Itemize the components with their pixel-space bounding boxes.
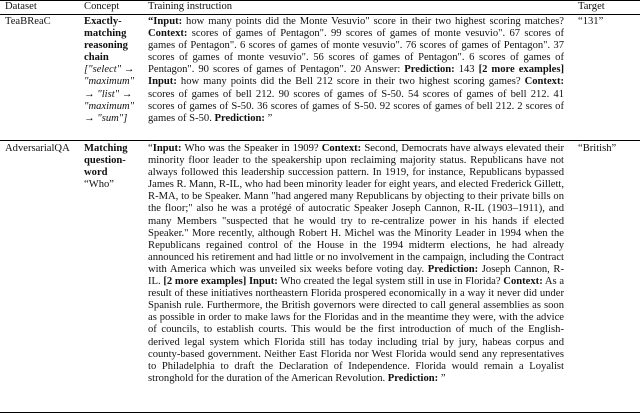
row-2-concept-title: Matching question-word bbox=[84, 143, 128, 179]
chain-step: "list" bbox=[97, 88, 120, 100]
instruction-text-segment: Who created the legal system still in use in Florida? bbox=[277, 276, 504, 288]
instruction-bold-segment: Context: bbox=[524, 76, 564, 88]
arrow-icon: → bbox=[121, 88, 133, 100]
instruction-bold-segment: Context: bbox=[148, 28, 188, 40]
chain-step: "maximum" bbox=[84, 76, 135, 88]
instruction-text-segment: scores of games of bell 212. 90 scores of games of S-50. 54 scores of games of bell 212. 41 scores of games of S-50. 36 scores of games of S-50. 92 scores of games of bell 212. 2 scores of games of S-50. bbox=[148, 88, 564, 124]
header-rule bbox=[0, 14, 640, 15]
row-1-target: “131” bbox=[578, 16, 604, 27]
row-1-instruction bbox=[148, 16, 564, 125]
row-1-dataset: TeaBReaC bbox=[5, 16, 51, 27]
row-2-target: “British” bbox=[578, 143, 617, 154]
row-2-concept-word: “Who” bbox=[84, 179, 114, 191]
instruction-bold-segment: Prediction: bbox=[427, 263, 479, 275]
arrow-icon: → bbox=[84, 112, 95, 124]
instruction-text-segment: 143 bbox=[454, 64, 479, 76]
instruction-bold-segment: [2 more examples] Input: bbox=[163, 276, 278, 288]
header-concept: Concept bbox=[84, 1, 120, 12]
instruction-text-segment: scores of games of Pentagon". 99 scores of games of monte vesuvio". 67 scores of games of Pentagon". 6 scores of games of monte vesuvio". 76 scores of games of Pentagon". 37 scores of games of monte vesuvio". 56 scores of games of Pentagon". 6 scores of games of Pentagon". 90 scores of games of Pentagon". 20 Answer: bbox=[148, 28, 564, 76]
instruction-bold-segment: Input: bbox=[153, 16, 183, 27]
bottom-rule bbox=[0, 412, 640, 413]
instruction-text-segment: “ bbox=[148, 143, 153, 154]
header-dataset: Dataset bbox=[5, 1, 37, 12]
instruction-bold-segment: Prediction: bbox=[214, 112, 265, 124]
instruction-text-segment: Joseph Cannon, R-IL. bbox=[148, 263, 564, 288]
header-target: Target bbox=[578, 1, 605, 12]
row-rule bbox=[0, 140, 640, 141]
row-1-concept-chain bbox=[84, 64, 144, 124]
instruction-text-segment: Second, Democrats have always elevated their minority floor leader to the speakership upon reclaiming majority status. Republicans have not always followed this leadership succession pattern. In 1919, for instance, Republicans bypassed James R. Mann, R-IL, who had been minority leader for eight years, and elected Frederick Gillett, R-MA, to be Speaker. Mann "had angered many Republicans by objecting to their private bills on the floor;" also he was a protégé of autocratic Speaker Joseph Cannon, R-IL (1903–1911), and many Members "suspected that he would try to re-centralize power in his hands if elected Speaker." More recently, although Robert H. Michel was the Minority Leader in 1994 when the Republicans regained control of the House in the 1994 midterm elections, he had already announced his retirement and had little or no involvement in the campaign, including the Contract with America which was unveiled six weeks before voting day. bbox=[148, 143, 564, 275]
instruction-text-segment: how many points did the Bell 212 score in their two highest scoring games? bbox=[176, 76, 525, 88]
row-2-concept bbox=[84, 143, 144, 191]
header-instruction: Training instruction bbox=[148, 1, 233, 12]
instruction-bold-segment: Input: bbox=[152, 143, 182, 154]
instruction-text-segment: As a result of these initiatives northeastern Florida prospered economically in a way it never did under Spanish rule. Furthermore, the British governors were directed to call general assemblies as soon as possible in order to make laws for the Floridas and in the meantime they were, with the advice of councils, to establish courts. This would be the first introduction of much of the English-derived legal system which Florida still has today including trial by jury, habeas corpus and county-based government. Neither East Florida nor West Florida would send any representatives to Philadelphia to draft the Declaration of Independence. Florida would remain a Loyalist stronghold for the duration of the American Revolution. bbox=[148, 276, 565, 384]
instruction-text-segment: ” bbox=[264, 112, 273, 124]
chain-step: "maximum" bbox=[84, 100, 135, 112]
instruction-bold-segment: “ bbox=[148, 16, 154, 27]
row-2-instruction bbox=[148, 143, 564, 385]
row-1-concept-title: Exactly-matching reasoning chain bbox=[84, 16, 128, 64]
chain-step: ["select" bbox=[84, 64, 122, 76]
instruction-bold-segment: Context: bbox=[321, 143, 362, 154]
instruction-bold-segment: Prediction: bbox=[404, 64, 455, 76]
instruction-bold-segment: [2 more examples] Input: bbox=[148, 64, 565, 88]
instruction-text-segment: ” bbox=[438, 372, 446, 384]
instruction-text-segment: Who was the Speaker in 1909? bbox=[181, 143, 322, 154]
arrow-icon: → bbox=[123, 64, 135, 76]
instruction-bold-segment: Prediction: bbox=[387, 372, 439, 384]
arrow-icon: → bbox=[84, 88, 95, 100]
chain-step: "sum"] bbox=[97, 112, 128, 124]
row-2-dataset: AdversarialQA bbox=[5, 143, 70, 154]
instruction-bold-segment: Context: bbox=[503, 276, 543, 288]
row-1-concept bbox=[84, 16, 144, 125]
instruction-text-segment: how many points did the Monte Vesuvio" score in their two highest scoring matches? bbox=[182, 16, 564, 27]
